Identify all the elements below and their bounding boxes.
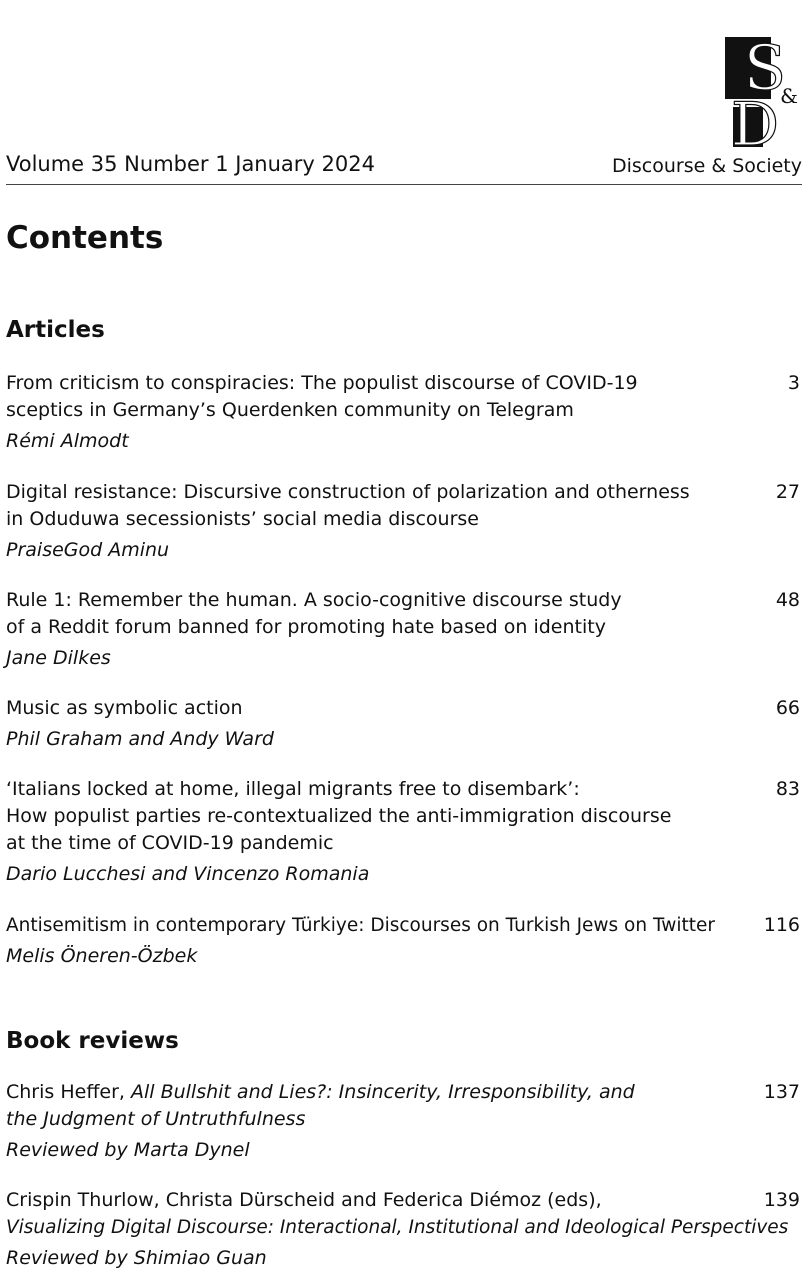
article-entry[interactable] [6,776,800,891]
review-book-author: Chris Heffer, [6,1081,131,1103]
review-page-number: 137 [763,1081,800,1103]
article-entry[interactable] [6,695,800,756]
article-title-line[interactable]: Digital resistance: Discursive construction of polarization and otherness [6,481,690,503]
article-author: Melis Öneren-Özbek [6,945,198,967]
book-reviews-heading: Book reviews [6,1028,179,1054]
article-entry[interactable] [6,479,800,567]
article-title-line[interactable]: How populist parties re-contextualized the anti-immigration discourse [6,805,672,827]
review-book-title[interactable]: the Judgment of Untruthfulness [6,1108,306,1130]
review-book-title[interactable]: All Bullshit and Lies?: Insincerity, Irresponsibility, and [130,1081,635,1103]
reviewer-name: Reviewed by Marta Dynel [6,1139,250,1161]
article-title-line[interactable]: Music as symbolic action [6,697,243,719]
svg-text:&: & [780,84,798,108]
article-author: Jane Dilkes [6,647,111,669]
article-author: Rémi Almodt [6,430,129,452]
review-title-line[interactable] [6,1106,800,1133]
issue-info: Volume 35 Number 1 January 2024 [6,152,375,176]
article-title-line[interactable]: ‘Italians locked at home, illegal migrants free to disembark’: [6,778,580,800]
svg-text:S: S [743,37,787,104]
review-book-title[interactable]: Visualizing Digital Discourse: Interactional, Institutional and Ideological Perspectives [6,1217,789,1238]
article-author: PraiseGod Aminu [6,539,170,561]
article-author: Phil Graham and Andy Ward [6,728,274,750]
book-review-entry[interactable] [6,1187,800,1275]
article-title-line[interactable]: Antisemitism in contemporary Türkiye: Discourses on Turkish Jews on Twitter [6,915,715,936]
book-review-entry[interactable] [6,1079,800,1167]
article-title-line[interactable]: of a Reddit forum banned for promoting hate based on identity [6,616,606,638]
svg-text:D: D [730,90,780,147]
article-page-number: 83 [775,778,800,800]
article-title-line[interactable]: sceptics in Germany’s Querdenken community on Telegram [6,399,574,421]
review-title-line[interactable] [6,1214,800,1241]
article-title-line[interactable]: Rule 1: Remember the human. A socio-cognitive discourse study [6,589,622,611]
article-entry[interactable] [6,912,800,973]
article-title-line[interactable]: at the time of COVID-19 pandemic [6,832,334,854]
journal-logo [725,37,799,147]
article-page-number: 27 [775,481,800,503]
reviewer-name: Reviewed by Shimiao Guan [6,1247,267,1269]
review-book-author: Crispin Thurlow, Christa Dürscheid and Federica Diémoz (eds), [6,1189,602,1211]
article-entry[interactable] [6,587,800,675]
article-page-number: 116 [763,914,800,936]
articles-heading: Articles [6,317,105,343]
article-page-number: 66 [775,697,800,719]
article-page-number: 3 [787,372,800,394]
article-title-line[interactable]: in Oduduwa secessionists’ social media discourse [6,508,479,530]
page-title: Contents [6,220,164,256]
article-page-number: 48 [775,589,800,611]
review-title-line[interactable] [6,1079,800,1106]
article-author: Dario Lucchesi and Vincenzo Romania [6,863,370,885]
journal-name: Discourse & Society [611,155,802,177]
review-page-number: 139 [763,1189,800,1211]
review-title-line[interactable] [6,1187,800,1214]
article-title-line[interactable]: From criticism to conspiracies: The populist discourse of COVID-19 [6,372,638,394]
journal-header [6,150,802,185]
article-entry[interactable] [6,370,800,458]
